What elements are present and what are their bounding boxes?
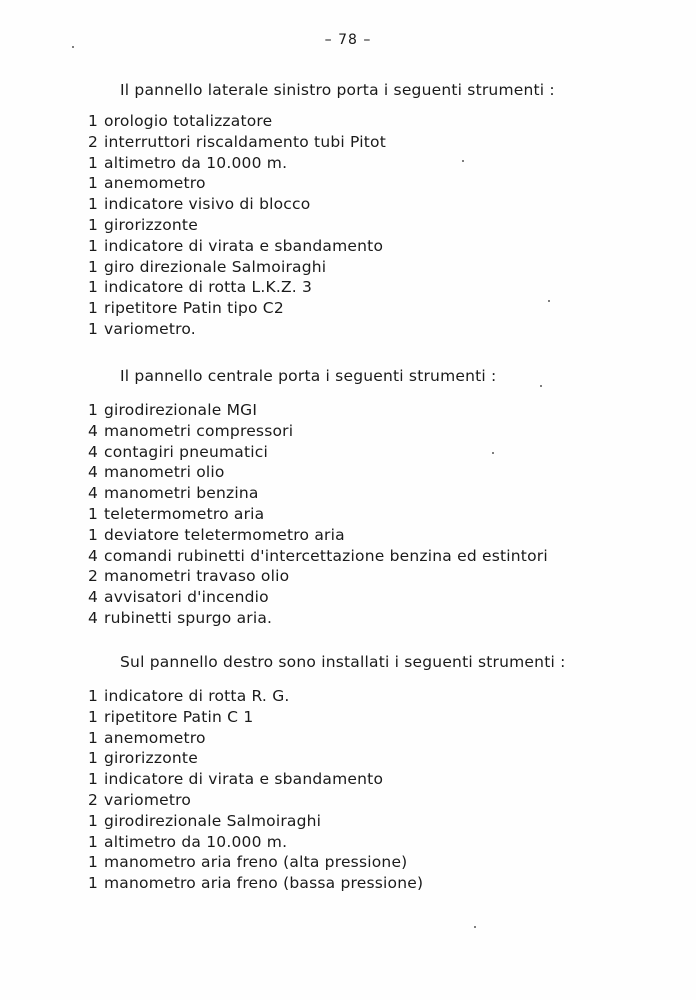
list-item bbox=[88, 173, 386, 194]
scan-speck bbox=[72, 46, 74, 48]
item-quantity: 1 bbox=[88, 811, 99, 830]
item-quantity: 2 bbox=[88, 567, 99, 586]
item-quantity: 1 bbox=[88, 728, 99, 747]
section-2-list bbox=[88, 400, 548, 629]
item-quantity: 1 bbox=[88, 215, 99, 234]
item-quantity: 1 bbox=[88, 525, 99, 544]
list-item bbox=[88, 811, 423, 832]
item-quantity: 1 bbox=[88, 278, 99, 297]
item-description: altimetro da 10.000 m. bbox=[104, 153, 288, 172]
list-item bbox=[88, 748, 423, 769]
item-description: ripetitore Patin C 1 bbox=[104, 707, 254, 726]
item-description: manometri compressori bbox=[104, 421, 294, 440]
item-quantity: 2 bbox=[88, 790, 99, 809]
item-description: variometro. bbox=[104, 319, 196, 338]
list-item bbox=[88, 769, 423, 790]
item-quantity: 1 bbox=[88, 770, 99, 789]
item-quantity: 1 bbox=[88, 401, 99, 419]
list-item bbox=[88, 483, 548, 504]
item-description: teletermometro aria bbox=[104, 504, 265, 523]
item-quantity: 4 bbox=[88, 484, 99, 503]
list-item bbox=[88, 153, 386, 174]
list-item bbox=[88, 400, 548, 421]
item-quantity: 1 bbox=[88, 195, 99, 214]
item-quantity: 1 bbox=[88, 236, 99, 255]
item-description: indicatore di virata e sbandamento bbox=[104, 770, 384, 789]
item-description: variometro bbox=[104, 790, 192, 809]
list-item bbox=[88, 236, 386, 257]
item-quantity: 1 bbox=[88, 832, 99, 851]
item-quantity: 4 bbox=[88, 588, 99, 607]
list-item bbox=[88, 132, 386, 153]
list-item bbox=[88, 257, 386, 278]
scan-speck bbox=[540, 385, 542, 387]
list-item bbox=[88, 319, 386, 340]
item-quantity: 4 bbox=[88, 421, 99, 440]
item-description: anemometro bbox=[104, 728, 206, 747]
item-description: girodirezionale Salmoiraghi bbox=[104, 811, 322, 830]
item-description: girorizzonte bbox=[104, 215, 198, 234]
list-item bbox=[88, 790, 423, 811]
scan-speck bbox=[462, 160, 464, 162]
list-item bbox=[88, 728, 423, 749]
item-description: manometri olio bbox=[104, 463, 225, 482]
list-item bbox=[88, 111, 386, 132]
list-item bbox=[88, 832, 423, 853]
item-description: interruttori riscaldamento tubi Pitot bbox=[104, 132, 386, 151]
list-item bbox=[88, 587, 548, 608]
list-item bbox=[88, 525, 548, 546]
item-quantity: 4 bbox=[88, 463, 99, 482]
item-description: manometro aria freno (alta pressione) bbox=[104, 853, 408, 872]
list-item bbox=[88, 442, 548, 463]
item-quantity: 4 bbox=[88, 546, 99, 565]
scan-speck bbox=[548, 300, 550, 302]
item-quantity: 1 bbox=[88, 299, 99, 318]
item-description: indicatore visivo di blocco bbox=[104, 195, 311, 214]
section-1-intro: Il pannello laterale sinistro porta i seguenti strumenti : bbox=[120, 81, 555, 99]
list-item bbox=[88, 546, 548, 567]
item-description: giro direzionale Salmoiraghi bbox=[104, 257, 327, 276]
list-item bbox=[88, 215, 386, 236]
list-item bbox=[88, 194, 386, 215]
list-item bbox=[88, 277, 386, 298]
item-description: manometri benzina bbox=[104, 484, 259, 503]
item-description: girorizzonte bbox=[104, 749, 198, 768]
item-quantity: 1 bbox=[88, 257, 99, 276]
list-item bbox=[88, 566, 548, 587]
list-item bbox=[88, 686, 423, 707]
item-description: altimetro da 10.000 m. bbox=[104, 832, 288, 851]
item-description: avvisatori d'incendio bbox=[104, 588, 269, 607]
item-quantity: 1 bbox=[88, 504, 99, 523]
item-description: indicatore di rotta R. G. bbox=[104, 687, 290, 705]
section-3-list bbox=[88, 686, 423, 894]
item-quantity: 4 bbox=[88, 608, 99, 627]
item-description: orologio totalizzatore bbox=[104, 112, 273, 130]
item-description: anemometro bbox=[104, 174, 206, 193]
list-item bbox=[88, 421, 548, 442]
item-description: indicatore di virata e sbandamento bbox=[104, 236, 384, 255]
item-quantity: 1 bbox=[88, 319, 99, 338]
list-item bbox=[88, 462, 548, 483]
list-item bbox=[88, 298, 386, 319]
item-description: contagiri pneumatici bbox=[104, 442, 268, 461]
item-quantity: 1 bbox=[88, 174, 99, 193]
item-description: comandi rubinetti d'intercettazione benzina ed estintori bbox=[104, 546, 548, 565]
page-number: – 78 – bbox=[324, 32, 372, 48]
item-description: ripetitore Patin tipo C2 bbox=[104, 299, 284, 318]
item-description: rubinetti spurgo aria. bbox=[104, 608, 273, 627]
item-description: girodirezionale MGI bbox=[104, 401, 258, 419]
list-item bbox=[88, 852, 423, 873]
list-item bbox=[88, 873, 423, 894]
item-description: indicatore di rotta L.K.Z. 3 bbox=[104, 278, 313, 297]
item-description: deviatore teletermometro aria bbox=[104, 525, 345, 544]
scan-speck bbox=[492, 452, 494, 454]
section-1-list bbox=[88, 111, 386, 340]
item-quantity: 2 bbox=[88, 132, 99, 151]
list-item bbox=[88, 608, 548, 629]
list-item bbox=[88, 504, 548, 525]
item-quantity: 1 bbox=[88, 749, 99, 768]
item-quantity: 4 bbox=[88, 442, 99, 461]
item-quantity: 1 bbox=[88, 112, 99, 130]
list-item bbox=[88, 707, 423, 728]
item-quantity: 1 bbox=[88, 687, 99, 705]
item-quantity: 1 bbox=[88, 707, 99, 726]
item-description: manometro aria freno (bassa pressione) bbox=[104, 874, 424, 893]
item-quantity: 1 bbox=[88, 153, 99, 172]
item-description: manometri travaso olio bbox=[104, 567, 290, 586]
item-quantity: 1 bbox=[88, 853, 99, 872]
section-2-intro: Il pannello centrale porta i seguenti strumenti : bbox=[120, 367, 497, 385]
scan-speck bbox=[474, 926, 476, 928]
section-3-intro: Sul pannello destro sono installati i seguenti strumenti : bbox=[120, 653, 566, 671]
item-quantity: 1 bbox=[88, 874, 99, 893]
